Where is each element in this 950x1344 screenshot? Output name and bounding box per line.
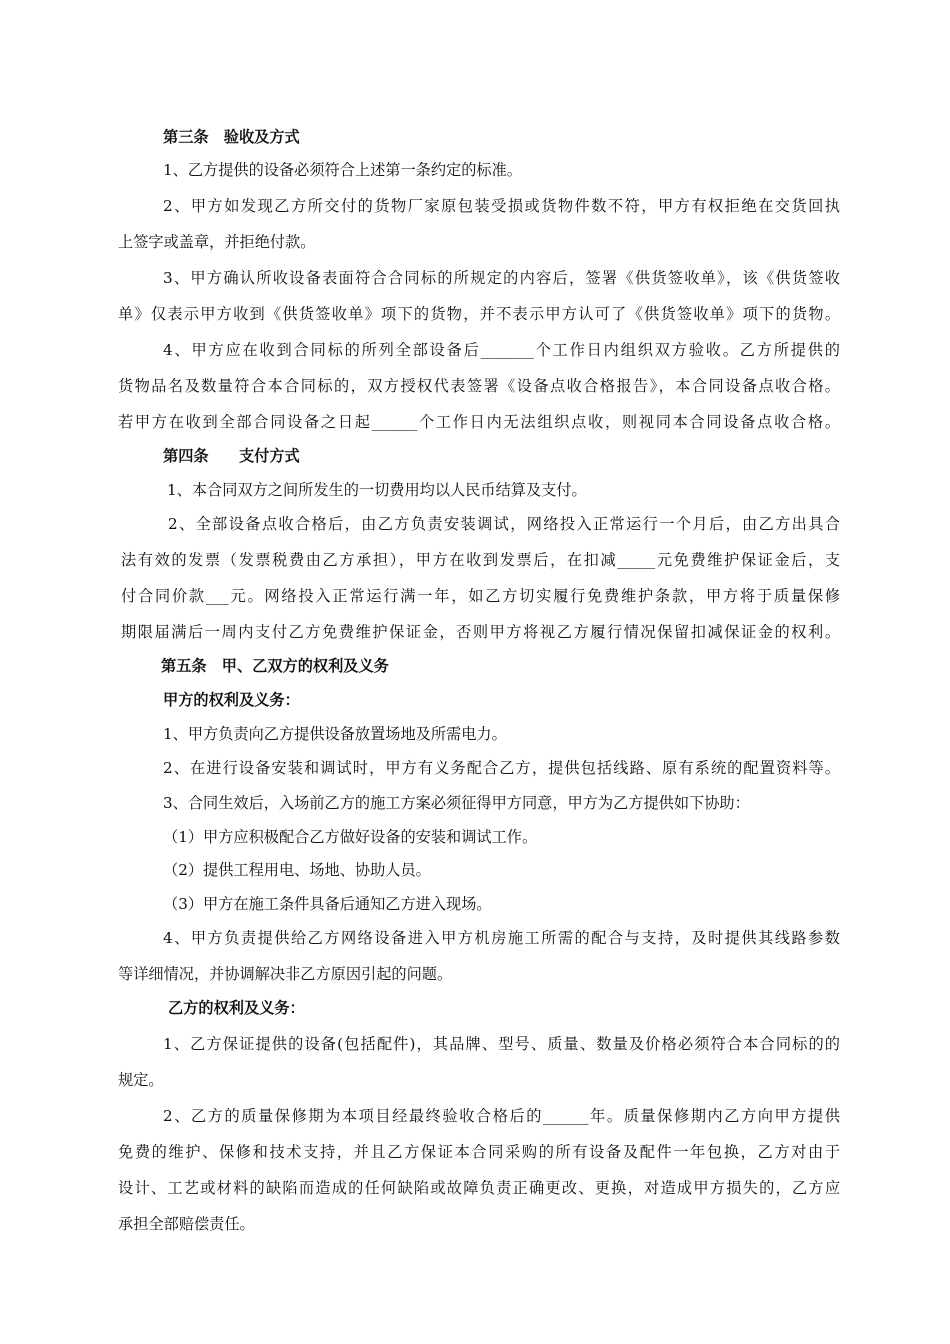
party-b-item-2-line-2: 免费的维护、保修和技术支持，并且乙方保证本合同采购的所有设备及配件一年包换，乙方对由于 — [118, 1143, 840, 1161]
party-b-item-1-line-1: 1、乙方保证提供的设备(包括配件)，其品牌、型号、质量、数量及价格必须符合本合同标的的 — [163, 1035, 840, 1053]
party-b-heading: 乙方的权利及义务： — [168, 999, 305, 1017]
section-3-heading: 第三条 验收及方式 — [163, 128, 300, 146]
party-a-item-4-line-1: 4、甲方负责提供给乙方网络设备进入甲方机房施工所需的配合与支持，及时提供其线路参数 — [163, 929, 840, 947]
party-b-item-2-line-1: 2、乙方的质量保修期为本项目经最终验收合格后的______年。质量保修期内乙方向甲方提供 — [163, 1107, 840, 1125]
party-a-item-4-line-2: 等详细情况，并协调解决非乙方原因引起的问题。 — [118, 965, 453, 983]
section-4-item-2-line-4: 期限届满后一周内支付乙方免费维护保证金，否则甲方将视乙方履行情况保留扣减保证金的权利。 — [121, 623, 840, 641]
section-3-item-4-line-3: 若甲方在收到全部合同设备之日起______个工作日内无法组织点收，则视同本合同设备点收合格。 — [118, 413, 840, 431]
section-4-item-2-line-3: 付合同价款___元。网络投入正常运行满一年，如乙方切实履行免费维护条款，甲方将于质量保修 — [121, 587, 840, 605]
section-4-item-1: 1、本合同双方之间所发生的一切费用均以人民币结算及支付。 — [167, 481, 587, 499]
party-b-item-1-line-2: 规定。 — [118, 1071, 164, 1089]
party-b-item-2-line-3: 设计、工艺或材料的缺陷而造成的任何缺陷或故障负责正确更改、更换，对造成甲方损失的，乙方应 — [118, 1179, 840, 1197]
party-a-heading: 甲方的权利及义务： — [163, 691, 300, 709]
party-a-item-1: 1、甲方负责向乙方提供设备放置场地及所需电力。 — [163, 725, 507, 743]
party-a-item-3-sub-2: （2）提供工程用电、场地、协助人员。 — [163, 861, 431, 879]
party-a-item-3-sub-3: （3）甲方在施工条件具备后通知乙方进入现场。 — [163, 895, 492, 913]
section-3-item-3-line-1: 3、甲方确认所收设备表面符合合同标的所规定的内容后，签署《供货签收单》，该《供货签收 — [163, 269, 840, 287]
section-3-item-1: 1、乙方提供的设备必须符合上述第一条约定的标准。 — [163, 161, 522, 179]
party-b-item-2-line-4: 承担全部赔偿责任。 — [118, 1215, 255, 1233]
section-3-item-4-line-2: 货物品名及数量符合本合同标的，双方授权代表签署《设备点收合格报告》，本合同设备点收合格。 — [118, 377, 840, 395]
section-5-heading: 第五条 甲、乙双方的权利及义务 — [161, 657, 389, 675]
section-3-item-4-line-1: 4、甲方应在收到合同标的所列全部设备后_______个工作日内组织双方验收。乙方所提供的 — [163, 341, 840, 359]
section-3-item-2-line-1: 2、甲方如发现乙方所交付的货物厂家原包装受损或货物件数不符，甲方有权拒绝在交货回执 — [163, 197, 840, 215]
section-3-item-2-line-2: 上签字或盖章，并拒绝付款。 — [118, 233, 316, 251]
section-3-item-3-line-2: 单》仅表示甲方收到《供货签收单》项下的货物，并不表示甲方认可了《供货签收单》项下的货物。 — [118, 305, 840, 323]
party-a-item-2: 2、在进行设备安装和调试时，甲方有义务配合乙方，提供包括线路、原有系统的配置资料等。 — [163, 759, 840, 777]
section-4-heading: 第四条 支付方式 — [163, 447, 300, 465]
section-4-item-2-line-1: 2、全部设备点收合格后，由乙方负责安装调试，网络投入正常运行一个月后，由乙方出具合 — [168, 515, 840, 533]
party-a-item-3-sub-1: （1）甲方应积极配合乙方做好设备的安装和调试工作。 — [163, 828, 538, 846]
section-4-item-2-line-2: 法有效的发票（发票税费由乙方承担），甲方在收到发票后，在扣减_____元免费维护保证金后，支 — [121, 551, 840, 569]
party-a-item-3: 3、合同生效后，入场前乙方的施工方案必须征得甲方同意，甲方为乙方提供如下协助： — [163, 794, 750, 812]
